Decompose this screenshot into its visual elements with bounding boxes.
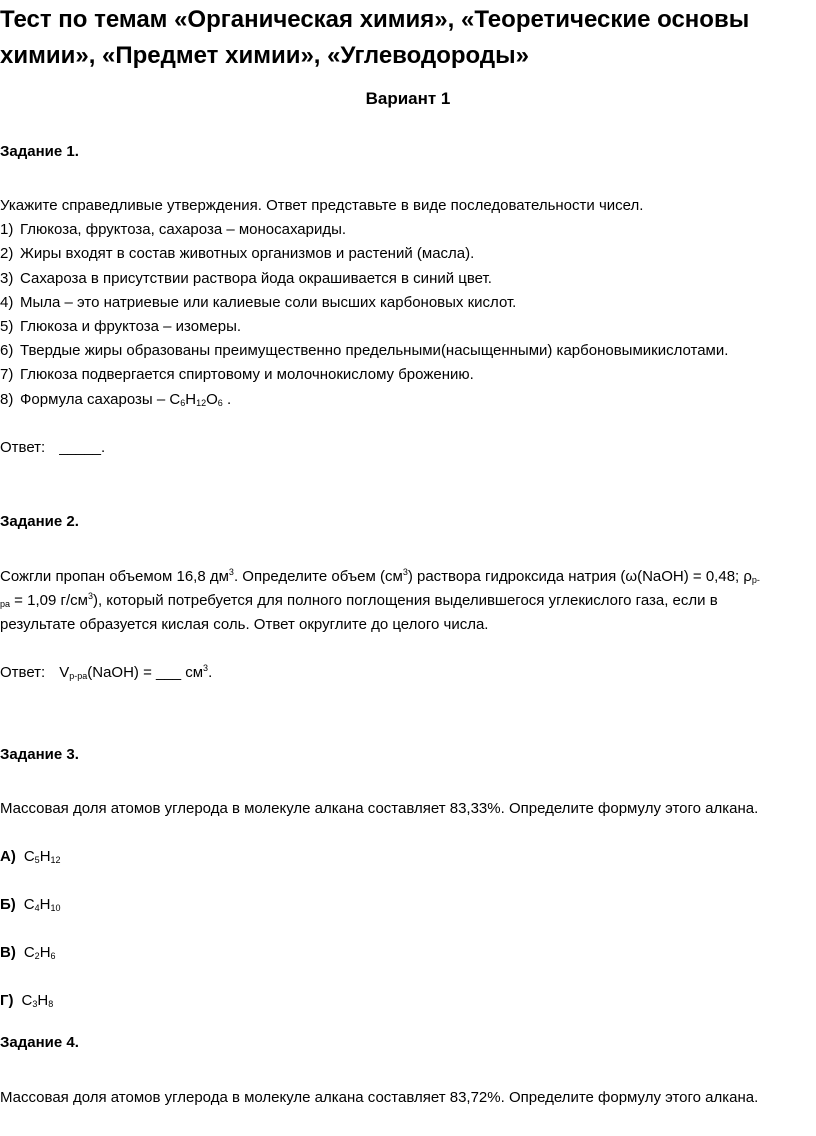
- item-number: 6): [0, 342, 14, 359]
- task3-option-c[interactable]: [0, 944, 56, 961]
- item-number: 3): [0, 270, 14, 287]
- option-letter: А): [0, 848, 16, 865]
- item-text: Глюкоза, фруктоза, сахароза – моносахариды.: [20, 221, 347, 238]
- task2-line-1: Сожгли пропан объемом 16,8 $дм^3$. Определите объем $(см^3)$ раствора гидроксида натрия (ω(NaOH) = 0,48; $\rho_{р-}$: [0, 567, 760, 585]
- item-number: 2): [0, 245, 14, 262]
- task3-option-b[interactable]: [0, 896, 61, 913]
- item-number: 8): [0, 391, 14, 408]
- answer-label: Ответ:: [0, 439, 46, 456]
- item-text: Твердые жиры образованы преимущественно предельными(насыщенными) карбоновымикислотами.: [20, 342, 729, 359]
- task1-item-3: [0, 270, 492, 287]
- option-letter: Б): [0, 896, 16, 913]
- item-number: 1): [0, 221, 14, 238]
- task2-line-2: $_{ра}$ = 1,09 $г/см^3$), который потребуется для полного поглощения выделившегося углекислого газа, если в: [0, 591, 718, 609]
- item-text: Сахароза в присутствии раствора йода окрашивается в синий цвет.: [20, 270, 492, 287]
- item-number: 4): [0, 294, 14, 311]
- option-formula: $C_4H_{10}$: [23, 896, 61, 913]
- task4-prompt: Массовая доля атомов углерода в молекуле алкана составляет 83,72%. Определите формулу этого алкана.: [0, 1089, 759, 1106]
- answer-label: Ответ:: [0, 664, 46, 681]
- option-letter: В): [0, 944, 16, 961]
- page-title: Тест по темам «Органическая химия», «Теоретические основы химии», «Предмет химии», «Углеводороды»: [0, 6, 750, 69]
- task3-option-a[interactable]: [0, 848, 61, 865]
- answer-blank[interactable]: _____.: [59, 439, 106, 456]
- task3-prompt: Массовая доля атомов углерода в молекуле алкана составляет 83,33%. Определите формулу этого алкана.: [0, 800, 759, 817]
- option-formula: $C_2H_6$: [23, 944, 56, 961]
- option-letter: Г): [0, 992, 14, 1009]
- task1-prompt: Укажите справедливые утверждения. Ответ представьте в виде последовательности чисел.: [0, 197, 644, 214]
- item-text: Глюкоза и фруктоза – изомеры.: [20, 318, 242, 335]
- task1-item-1: [0, 221, 346, 238]
- sucrose-formula: $C_6H_{12}O_6$: [169, 391, 223, 408]
- option-formula: $C_5H_{12}$: [23, 848, 61, 865]
- answer-blank[interactable]: (NaOH) = ___ см: [87, 664, 204, 681]
- item-text: Мыла – это натриевые или калиевые соли высших карбоновых кислот.: [20, 294, 517, 311]
- task1-item-6: [0, 342, 728, 359]
- item-number: 7): [0, 366, 14, 383]
- task2-heading: Задание 2.: [0, 513, 79, 530]
- task2-answer: Ответ: $V_{р-ра}(NaOH)$ = ___ $см^3$.: [0, 663, 213, 681]
- task1-item-5: [0, 318, 241, 335]
- task2-line-3: результате образуется кислая соль. Ответ округлите до целого числа.: [0, 616, 489, 633]
- task1-heading: Задание 1.: [0, 143, 79, 160]
- task1-item-7: [0, 366, 474, 383]
- task1-item-8: 8) Формула сахарозы – $C_6H_{12}O_6$ .: [0, 391, 232, 408]
- option-formula: $C_3H_8$: [21, 992, 54, 1009]
- task3-heading: Задание 3.: [0, 746, 79, 763]
- task3-option-d[interactable]: [0, 992, 53, 1009]
- task1-item-2: [0, 245, 474, 262]
- task1-item-4: [0, 294, 516, 311]
- item-text: Жиры входят в состав животных организмов и растений (масла).: [20, 245, 475, 262]
- task1-answer: [0, 439, 105, 456]
- variant-heading: Вариант 1: [365, 89, 451, 108]
- task4-heading: Задание 4.: [0, 1034, 79, 1051]
- item-number: 5): [0, 318, 14, 335]
- item-text: Глюкоза подвергается спиртовому и молочнокислому брожению.: [20, 366, 474, 383]
- item-text: Формула сахарозы –: [20, 391, 170, 408]
